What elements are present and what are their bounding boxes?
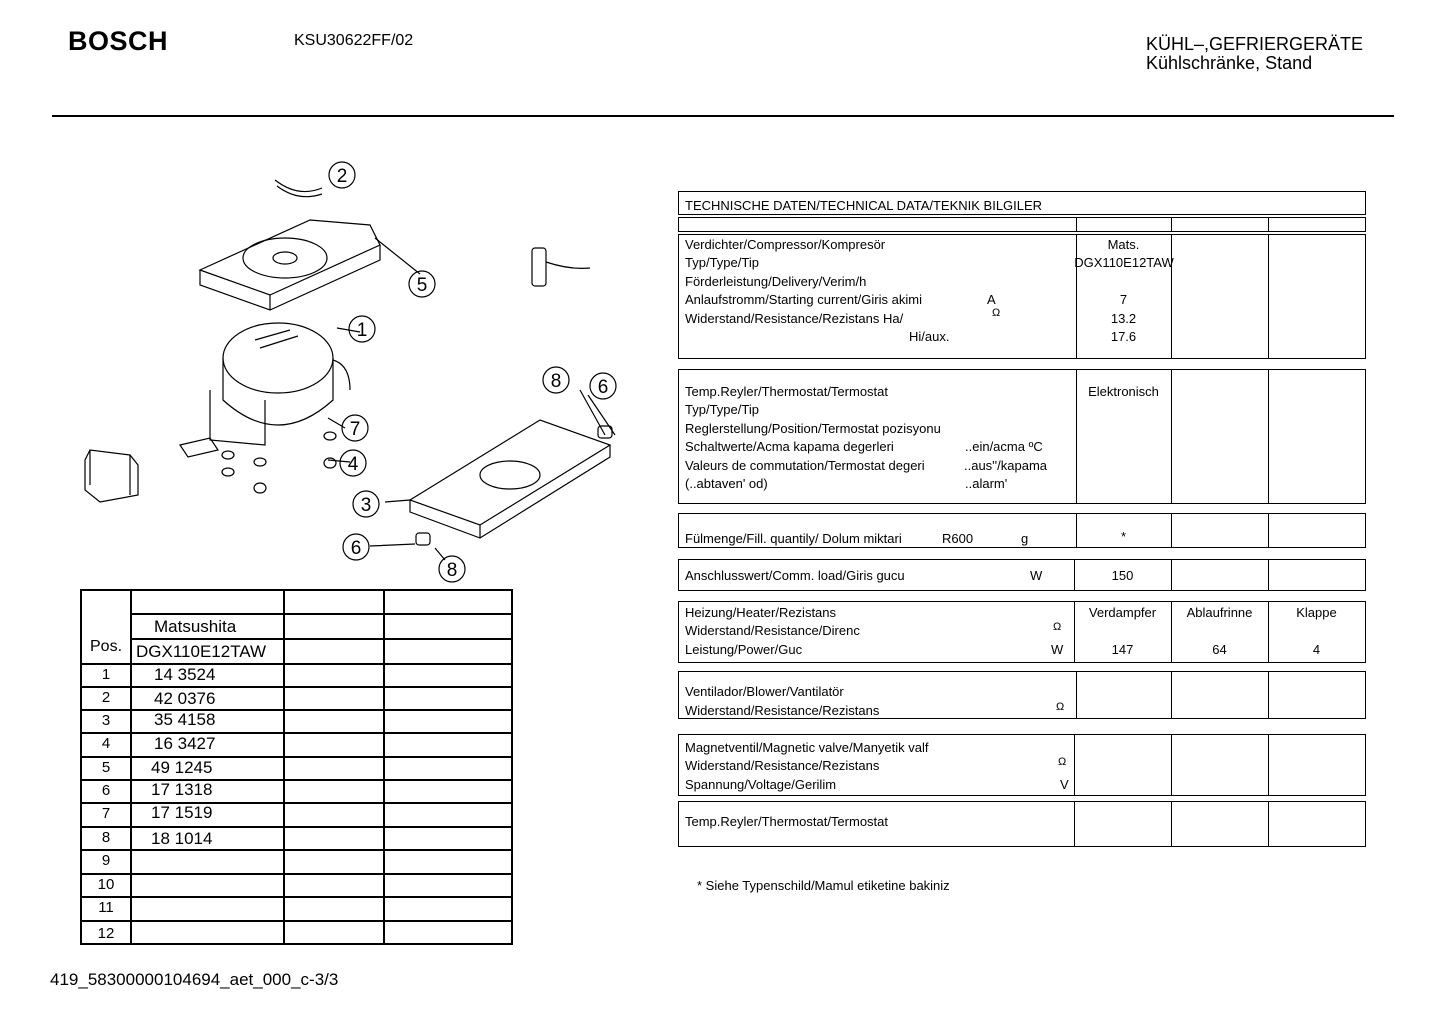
parts-table	[80, 589, 513, 945]
thermostat-defrost-label: (..abtaven' od)	[685, 476, 768, 491]
setting-on: ..ein/acma ºC	[965, 439, 1043, 454]
svg-text:1: 1	[356, 320, 368, 341]
callout-4	[340, 450, 366, 476]
magnetic-valve-section	[678, 734, 1366, 796]
callout-6b	[343, 534, 369, 560]
svg-text:7: 7	[349, 419, 361, 440]
terminal-part	[180, 438, 218, 457]
callout-8a	[543, 367, 569, 393]
valve-voltage-label: Spannung/Voltage/Gerilim	[685, 777, 837, 792]
svg-text:2: 2	[336, 166, 348, 187]
brand-logo: BOSCH	[68, 26, 169, 56]
unit-ohm: Ω	[1058, 756, 1067, 768]
fill-quantity-value: *	[1120, 529, 1127, 544]
part-number-cell: 42 0376	[154, 689, 216, 708]
category-title: KÜHL–,GEFRIERGERÄTE	[1146, 34, 1364, 54]
model-number: KSU30622FF/02	[294, 32, 414, 49]
category-subtitle: Kühlschränke, Stand	[1146, 53, 1313, 73]
svg-text:8: 8	[446, 560, 458, 581]
unit-ampere: A	[987, 292, 996, 307]
unit-ohm: Ω	[1053, 621, 1062, 633]
pos-cell: 7	[101, 805, 111, 822]
heater-col-flap: Klappe	[1296, 605, 1337, 620]
callout-8b	[439, 556, 465, 582]
unit-volt: V	[1060, 777, 1069, 792]
bolt-parts	[416, 426, 612, 545]
unit-gram: g	[1021, 531, 1029, 546]
header-divider	[52, 115, 1394, 117]
heater-resistance-label: Widerstand/Resistance/Direnc	[685, 623, 860, 638]
compressor-exploded-diagram	[60, 150, 660, 590]
unit-ohm: Ω	[1056, 701, 1065, 713]
compressor-current-label: Anlaufstromm/Starting current/Giris akimi	[685, 292, 922, 307]
part-number-cell: 17 1519	[151, 803, 213, 822]
mounting-plate-part	[410, 420, 610, 538]
part-number-cell: 14 3524	[154, 665, 216, 684]
compressor-type-value: DGX110E12TAW	[1074, 255, 1174, 270]
load-value: 150	[1111, 568, 1134, 583]
compressor-maker-value: Mats.	[1107, 237, 1140, 252]
compressor-current-value: 7	[1119, 292, 1128, 307]
pos-cell: 6	[101, 782, 111, 799]
maker-label: Matsushita	[154, 617, 237, 636]
document-code: 419_58300000104694_aet_000_c-3/3	[50, 970, 339, 989]
capacitor-part	[532, 248, 590, 286]
heater-power-label: Leistung/Power/Guc	[685, 642, 803, 657]
fill-quantity-label: Fülmenge/Fill. quantily/ Dolum miktari	[685, 531, 902, 546]
part-number-cell: 17 1318	[151, 780, 213, 799]
pos-cell: 12	[97, 925, 115, 942]
callout-2	[329, 162, 355, 188]
part-number-cell: 49 1245	[151, 758, 213, 777]
drip-tray-part	[200, 220, 380, 310]
pos-header: Pos.	[90, 638, 123, 655]
valve-label: Magnetventil/Magnetic valve/Manyetik valf	[685, 740, 929, 755]
type-label: DGX110E12TAW	[136, 642, 267, 661]
svg-text:6: 6	[597, 377, 609, 398]
svg-text:5: 5	[416, 275, 428, 296]
heater-col-evaporator: Verdampfer	[1088, 605, 1157, 620]
thermostat-position-label: Reglerstellung/Position/Termostat pozisyonu	[685, 421, 941, 436]
part-number-cell: 18 1014	[151, 829, 213, 848]
fill-quantity-section	[678, 513, 1366, 548]
callout-7	[342, 415, 368, 441]
pos-cell: 4	[101, 735, 111, 752]
compressor-resistance-label: Widerstand/Resistance/Rezistans Ha/	[685, 311, 904, 326]
callout-3	[353, 491, 379, 517]
compressor-part	[210, 323, 350, 445]
thermostat-commutation-label: Valeurs de commutation/Termostat degeri	[685, 458, 925, 473]
tech-column-header-box	[678, 217, 1366, 232]
part-number-cell: 35 4158	[154, 710, 216, 729]
pos-cell: 2	[101, 689, 111, 706]
pos-cell: 1	[101, 666, 111, 683]
heater-col-drain: Ablaufrinne	[1186, 605, 1253, 620]
compressor-section	[678, 234, 1366, 359]
blower-section	[678, 671, 1366, 719]
thermostat-2-label: Temp.Reyler/Thermostat/Termostat	[685, 814, 889, 829]
part-number-cell: 16 3427	[154, 734, 216, 753]
compressor-aux-label: Hi/aux.	[909, 329, 950, 344]
unit-ohm: Ω	[992, 307, 1001, 319]
blower-resistance-label: Widerstand/Resistance/Rezistans	[685, 703, 880, 718]
svg-text:4: 4	[347, 454, 359, 475]
load-section	[678, 559, 1366, 591]
valve-resistance-label: Widerstand/Resistance/Rezistans	[685, 758, 880, 773]
heater-value-flap: 4	[1312, 642, 1321, 657]
compressor-label: Verdichter/Compressor/Kompresör	[685, 237, 886, 252]
svg-text:6: 6	[350, 538, 362, 559]
thermostat-switch-label: Schaltwerte/Acma kapama degerleri	[685, 439, 894, 454]
compressor-aux-value: 17.6	[1110, 329, 1137, 344]
pos-cell: 10	[97, 876, 115, 893]
pos-cell: 5	[101, 759, 111, 776]
compressor-resistance-value: 13.2	[1110, 311, 1137, 326]
load-label: Anschlusswert/Comm. load/Giris gucu	[685, 568, 905, 583]
pos-cell: 3	[101, 712, 111, 729]
pos-cell: 8	[101, 829, 111, 846]
grommet-parts	[222, 432, 336, 493]
heater-label: Heizung/Heater/Rezistans	[685, 605, 837, 620]
thermostat-section	[678, 369, 1366, 504]
tech-title: TECHNISCHE DATEN/TECHNICAL DATA/TEKNIK BILGILER	[685, 198, 1043, 213]
setting-off: ..aus''/kapama	[964, 458, 1048, 473]
compressor-delivery-label: Förderleistung/Delivery/Verim/h	[685, 274, 867, 289]
footnote: * Siehe Typenschild/Mamul etiketine bakiniz	[697, 878, 950, 893]
svg-text:3: 3	[360, 495, 372, 516]
thermostat-label: Temp.Reyler/Thermostat/Termostat	[685, 384, 889, 399]
unit-watt: W	[1030, 568, 1043, 583]
refrigerant-label: R600	[942, 531, 974, 546]
relay-part	[85, 450, 138, 502]
thermostat-section-2	[678, 801, 1366, 847]
callout-1	[349, 316, 375, 342]
setting-alarm: ..alarm'	[965, 476, 1008, 491]
heater-value-evaporator: 147	[1111, 642, 1134, 657]
blower-label: Ventilador/Blower/Vantilatör	[685, 684, 844, 699]
pos-cell: 9	[101, 852, 111, 869]
svg-text:8: 8	[550, 371, 562, 392]
heater-value-drain: 64	[1212, 642, 1227, 657]
unit-watt: W	[1051, 642, 1064, 657]
callout-5	[409, 271, 435, 297]
thermostat-value: Elektronisch	[1088, 384, 1159, 399]
thermostat-type-label: Typ/Type/Tip	[685, 402, 759, 417]
heater-section	[678, 601, 1366, 663]
tech-title-box	[678, 191, 1366, 215]
compressor-type-label: Typ/Type/Tip	[685, 255, 759, 270]
callout-6a	[590, 373, 616, 399]
pos-cell: 11	[98, 899, 114, 916]
